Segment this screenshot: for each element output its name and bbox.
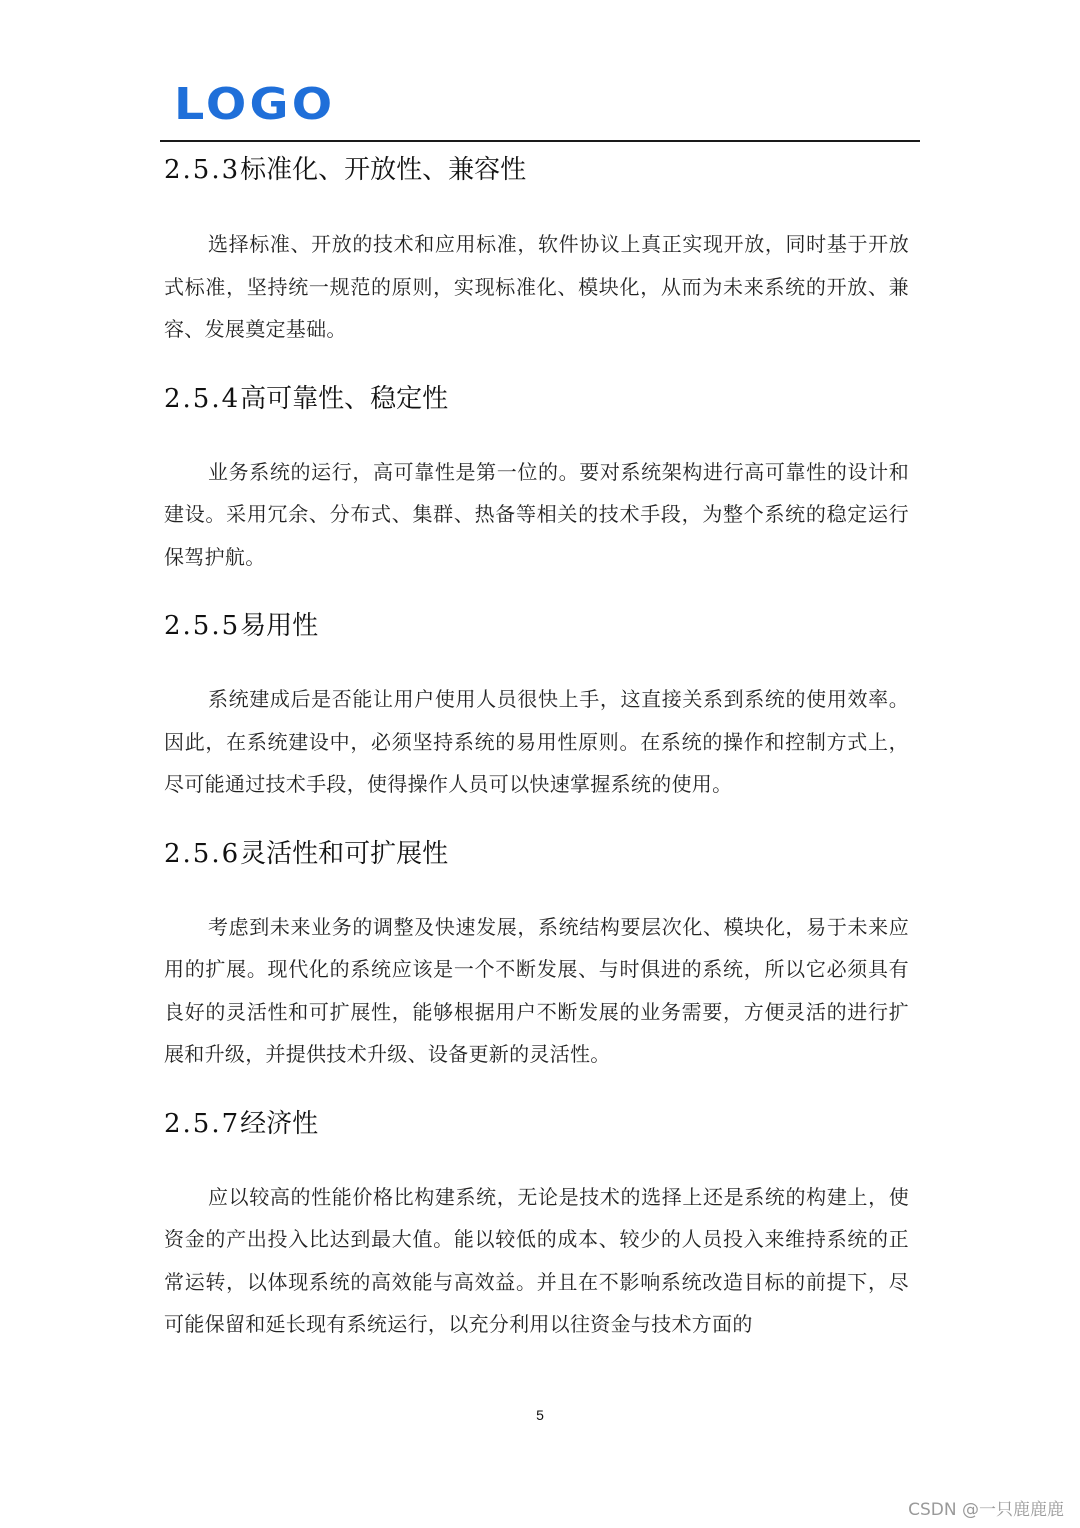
section-2-5-5 (164, 606, 909, 806)
section-paragraph: 系统建成后是否能让用户使用人员很快上手，这直接关系到系统的使用效率。因此，在系统建设中，必须坚持系统的易用性原则。在系统的操作和控制方式上，尽可能通过技术手段，使得操作人员可以快速掌握系统的使用。 (164, 687, 909, 796)
logo: LOGO (174, 79, 336, 130)
section-title: 高可靠性、稳定性 (240, 383, 449, 414)
section-heading (164, 379, 909, 419)
section-paragraph: 考虑到未来业务的调整及快速发展，系统结构要层次化、模块化，易于未来应用的扩展。现代化的系统应该是一个不断发展、与时俱进的系统，所以它必须具有良好的灵活性和可扩展性，能够根据用户不断发展的业务需要，方便灵活的进行扩展和升级，并提供技术升级、设备更新的灵活性。 (164, 914, 909, 1066)
section-title: 标准化、开放性、兼容性 (240, 155, 527, 185)
section-title: 易用性 (240, 611, 319, 641)
section-paragraph: 应以较高的性能价格比构建系统，无论是技术的选择上还是系统的构建上，使资金的产出投入比达到最大值。能以较低的成本、较少的人员投入来维持系统的正常运转，以体现系统的高效能与高效益。并且在不影响系统改造目标的前提下，尽可能保留和延长现有系统运行，以充分利用以往资金与技术方面的 (164, 1184, 909, 1336)
section-2-5-6 (164, 834, 909, 1076)
section-number: 2.5.3 (164, 155, 241, 185)
section-paragraph: 业务系统的运行，高可靠性是第一位的。要对系统架构进行高可靠性的设计和建设。采用冗余、分布式、集群、热备等相关的技术手段，为整个系统的稳定运行保驾护航。 (164, 459, 909, 569)
section-title: 经济性 (240, 1108, 319, 1139)
watermark: CSDN @一只鹿鹿鹿 (908, 1500, 1064, 1520)
section-2-5-3 (164, 150, 909, 351)
page-number: 5 (536, 1407, 544, 1423)
section-heading (164, 150, 909, 190)
section-number: 2.5.5 (164, 611, 241, 641)
section-2-5-4 (164, 379, 909, 579)
header-divider (160, 140, 920, 142)
section-title: 灵活性和可扩展性 (240, 838, 449, 869)
section-heading (164, 606, 909, 646)
document-content (164, 150, 909, 1346)
section-number: 2.5.7 (164, 1108, 241, 1139)
section-heading (164, 834, 909, 874)
section-paragraph: 选择标准、开放的技术和应用标准，软件协议上真正实现开放，同时基于开放式标准，坚持统一规范的原则，实现标准化、模块化，从而为未来系统的开放、兼容、发展奠定基础。 (164, 232, 909, 341)
section-number: 2.5.6 (164, 838, 241, 869)
section-2-5-7 (164, 1104, 909, 1346)
section-number: 2.5.4 (164, 383, 241, 414)
section-heading (164, 1104, 909, 1144)
